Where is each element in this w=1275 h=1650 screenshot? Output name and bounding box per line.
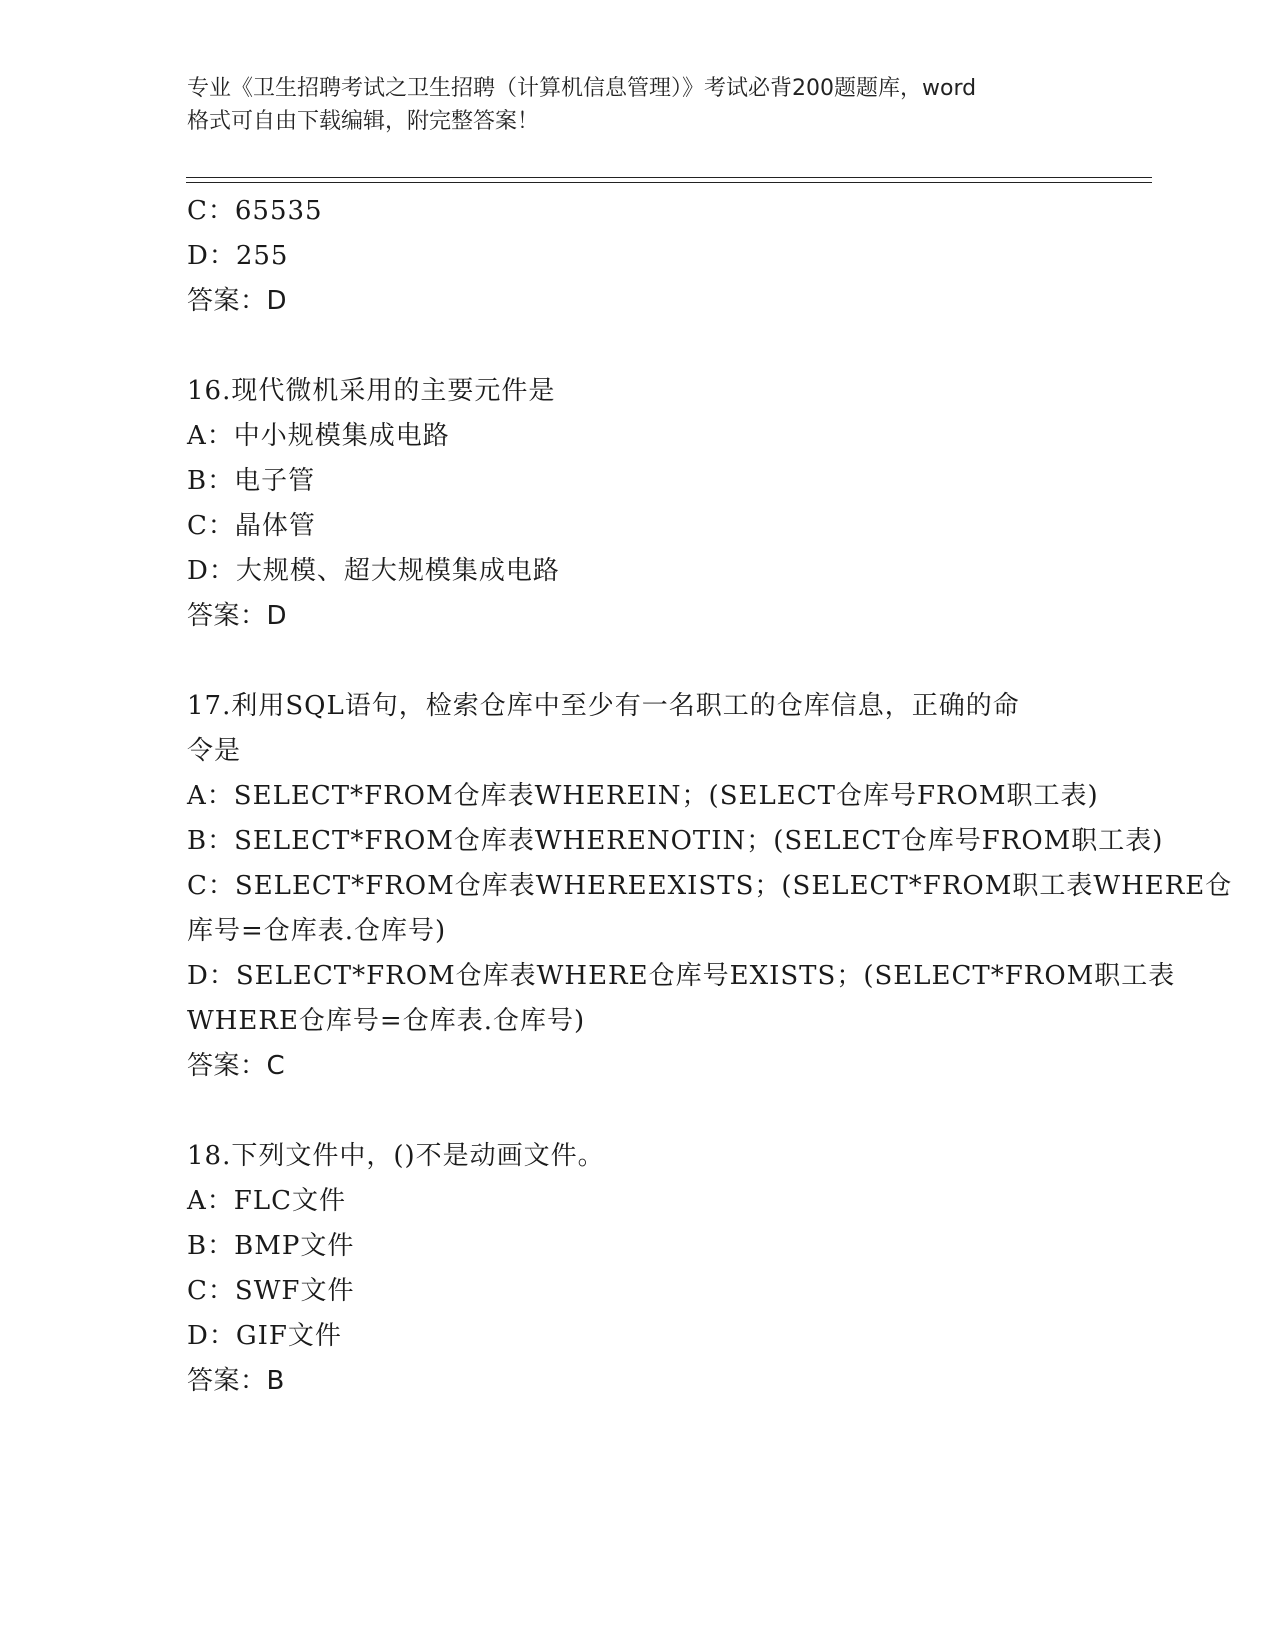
q18-answer: 答案：B <box>187 1366 285 1396</box>
q16-stem: 16.现代微机采用的主要元件是 <box>187 376 556 406</box>
prev-answer: 答案：D <box>187 286 288 316</box>
header-divider-top <box>186 177 1152 178</box>
header-line-1: 专业《卫生招聘考试之卫生招聘（计算机信息管理）》考试必背200题题库，word <box>187 76 977 101</box>
q18-option-c: C：SWF文件 <box>187 1276 355 1306</box>
q17-option-c-line-2: 库号=仓库表.仓库号) <box>187 916 447 946</box>
prev-option-d: D：255 <box>187 241 289 271</box>
prev-option-c: C：65535 <box>187 196 323 226</box>
q18-option-d: D：GIF文件 <box>187 1321 342 1351</box>
q17-option-d-line-2: WHERE仓库号=仓库表.仓库号) <box>187 1006 586 1036</box>
q18-option-a: A：FLC文件 <box>187 1186 346 1216</box>
q17-option-a: A：SELECT*FROM仓库表WHEREIN；(SELECT仓库号FROM职工表) <box>187 781 1099 811</box>
q16-option-d: D：大规模、超大规模集成电路 <box>187 556 560 586</box>
q17-answer: 答案：C <box>187 1051 286 1081</box>
q17-option-b: B：SELECT*FROM仓库表WHERENOTIN；(SELECT仓库号FROM职工表) <box>187 826 1164 856</box>
q17-option-c-line-1: C：SELECT*FROM仓库表WHEREEXISTS；(SELECT*FROM职工表WHERE仓 <box>187 871 1233 901</box>
q16-option-a: A：中小规模集成电路 <box>187 421 450 451</box>
header-line-2: 格式可自由下载编辑，附完整答案！ <box>187 109 540 134</box>
q17-option-d-line-1: D：SELECT*FROM仓库表WHERE仓库号EXISTS；(SELECT*FROM职工表 <box>187 961 1176 991</box>
q18-stem: 18.下列文件中，()不是动画文件。 <box>187 1141 605 1171</box>
q16-answer: 答案：D <box>187 601 288 631</box>
document-header <box>187 72 1087 138</box>
q17-stem-line-2: 令是 <box>187 736 242 766</box>
q16-option-b: B：电子管 <box>187 466 316 496</box>
q16-option-c: C：晶体管 <box>187 511 316 541</box>
header-divider-bottom <box>186 182 1152 183</box>
q17-stem-line-1: 17.利用SQL语句，检索仓库中至少有一名职工的仓库信息，正确的命 <box>187 691 1020 721</box>
q18-option-b: B：BMP文件 <box>187 1231 355 1261</box>
